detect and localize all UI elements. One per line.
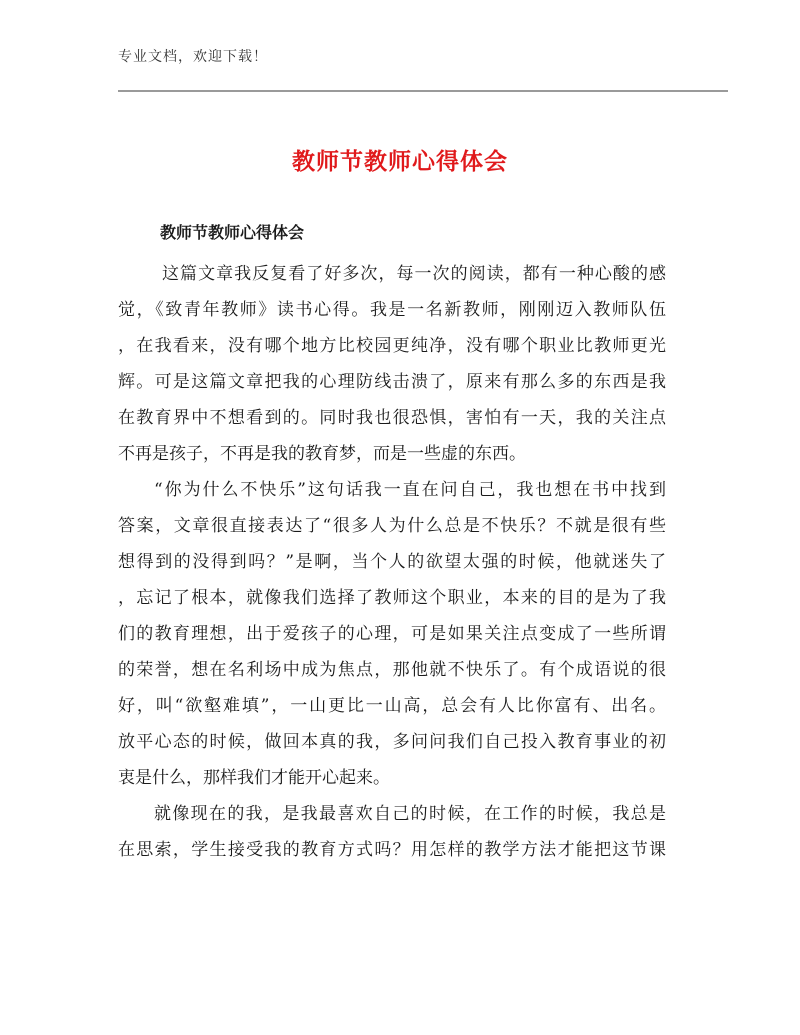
paragraph-line: 放平心态的时候，做回本真的我，多问问我们自己投入教育事业的初 xyxy=(118,732,666,752)
paragraph-line: “你为什么不快乐”这句话我一直在问自己，我也想在书中找到 xyxy=(154,480,666,500)
paragraph-line: 答案，文章很直接表达了“很多人为什么总是不快乐？不就是很有些 xyxy=(118,516,666,536)
paragraph-line: 们的教育理想，出于爱孩子的心理，可是如果关注点变成了一些所谓 xyxy=(118,624,666,644)
paragraph-line: ，忘记了根本，就像我们选择了教师这个职业，本来的目的是为了我 xyxy=(118,588,666,608)
paragraph-line: 在思索，学生接受我的教育方式吗？用怎样的教学方法才能把这节课 xyxy=(118,840,666,860)
header-divider xyxy=(118,90,728,92)
paragraph-line: 在教育界中不想看到的。同时我也很恐惧，害怕有一天，我的关注点 xyxy=(118,408,666,428)
paragraph-line: 觉，《致青年教师》读书心得。我是一名新教师，刚刚迈入教师队伍 xyxy=(118,300,666,320)
document-title: 教师节教师心得体会 xyxy=(292,149,508,175)
paragraph-line: 辉。可是这篇文章把我的心理防线击溃了，原来有那么多的东西是我 xyxy=(118,372,666,392)
paragraph-line: 想得到的没得到吗？”是啊，当个人的欲望太强的时候，他就迷失了 xyxy=(118,552,666,572)
paragraph-line: 就像现在的我，是我最喜欢自己的时候，在工作的时候，我总是 xyxy=(154,804,666,824)
paragraph-line: 这篇文章我反复看了好多次，每一次的阅读，都有一种心酸的感 xyxy=(162,264,666,284)
article-body xyxy=(118,256,666,868)
paragraph-line: 好，叫“欲壑难填”，一山更比一山高，总会有人比你富有、出名。 xyxy=(118,696,666,716)
header-note: 专业文档，欢迎下载！ xyxy=(118,49,268,65)
paragraph-line: 衷是什么，那样我们才能开心起来。 xyxy=(118,768,390,788)
document-subtitle: 教师节教师心得体会 xyxy=(160,223,305,242)
paragraph-line: 的荣誉，想在名利场中成为焦点，那他就不快乐了。有个成语说的很 xyxy=(118,660,666,680)
paragraph-line: ，在我看来，没有哪个地方比校园更纯净，没有哪个职业比教师更光 xyxy=(118,336,666,356)
paragraph-line: 不再是孩子，不再是我的教育梦，而是一些虚的东西。 xyxy=(118,444,526,464)
